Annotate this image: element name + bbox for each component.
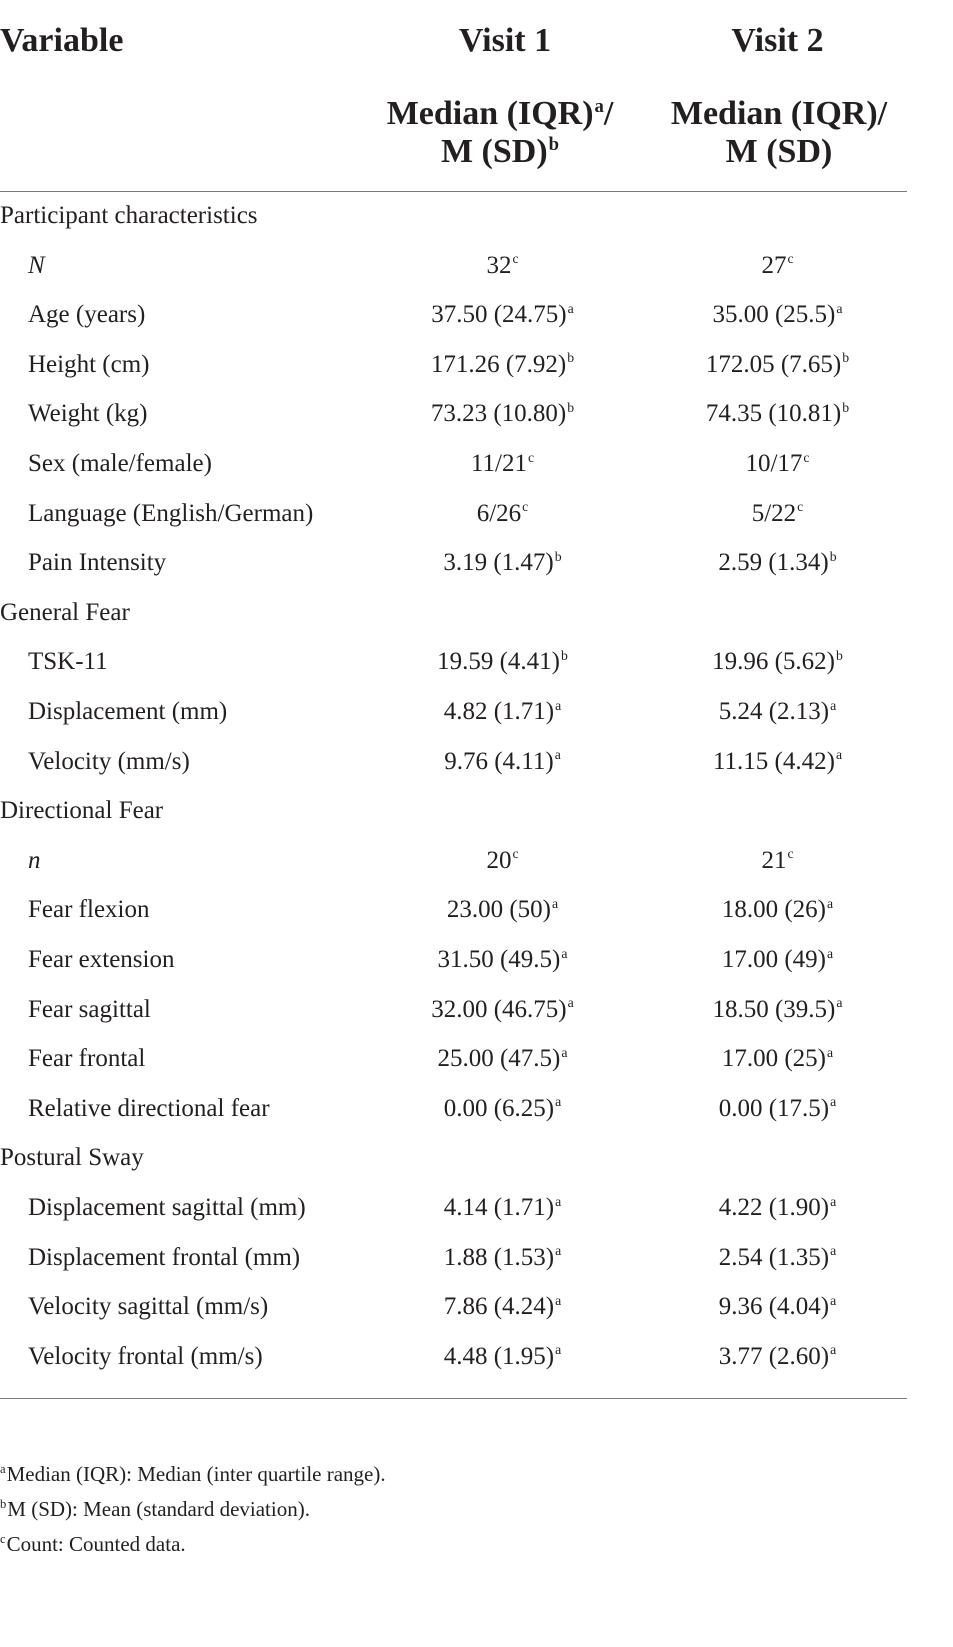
footer-rule: [0, 1398, 907, 1399]
section-row: [0, 588, 907, 638]
cell-value: 31.50 (49.5): [437, 946, 561, 973]
footnote-marker: c: [803, 449, 810, 465]
section-label: Postural Sway: [0, 1144, 144, 1172]
cell-value: 18.00 (26): [721, 896, 827, 924]
visit-1-value: [380, 1183, 625, 1233]
cell-value: 35.00 (25.5): [712, 301, 836, 329]
footnote-marker: b: [561, 648, 568, 664]
footnote-marker: b: [829, 548, 837, 564]
row-label: Displacement frontal (mm): [28, 1243, 301, 1271]
cell-value: 32: [486, 251, 512, 279]
visit-2-value: [660, 885, 895, 935]
table-row: [0, 1233, 907, 1283]
row-label: Fear frontal: [28, 1045, 146, 1073]
cell-value: 32.00 (46.75): [431, 995, 567, 1023]
cell-value: 9.36 (4.04): [718, 1293, 830, 1321]
footnote-marker: a: [835, 747, 843, 763]
visit-1-value: [380, 885, 625, 935]
visit-2-value: [660, 687, 895, 737]
cell-value: 20: [486, 846, 512, 874]
table-row: [0, 489, 907, 539]
visit-2-value: [660, 538, 895, 588]
row-label: Displacement (mm): [28, 698, 228, 725]
cell-value: 27: [761, 251, 787, 279]
cell-value: 2.59 (1.34): [718, 549, 829, 577]
row-label: Pain Intensity: [28, 549, 167, 577]
cell-value: 2.54 (1.35): [718, 1243, 830, 1271]
visit-1-value: [380, 1282, 625, 1332]
footnote: [0, 1456, 386, 1492]
footnote-marker: b: [842, 400, 850, 416]
cell-value: 74.35 (10.81): [705, 400, 842, 428]
cell-value: 7.86 (4.24): [443, 1293, 555, 1321]
visit-1-value: [380, 985, 625, 1035]
footnote-marker: a: [830, 1342, 837, 1358]
visit-1-value: [380, 1034, 625, 1084]
footnote-marker: a: [555, 697, 562, 713]
footnote-marker: b: [842, 350, 850, 366]
visit-2-value: [660, 836, 895, 886]
footnote-text: M (SD): Mean (standard deviation).: [7, 1497, 310, 1521]
cell-value: 19.96 (5.62): [712, 648, 836, 676]
section-row: [0, 1133, 907, 1183]
column-header-variable: Variable: [0, 22, 124, 59]
section-label: General Fear: [0, 598, 130, 626]
cell-value: 25.00 (47.5): [437, 1045, 561, 1073]
cell-value: 4.22 (1.90): [718, 1194, 830, 1221]
row-label: Fear extension: [28, 946, 175, 973]
visit-2-value: [660, 935, 895, 985]
footnote-marker: c: [512, 251, 519, 267]
cell-value: 17.00 (25): [721, 1045, 827, 1073]
visit-1-value: [380, 1332, 625, 1382]
table-row: [0, 1332, 907, 1382]
table-row: [0, 985, 907, 1035]
footnote: [0, 1526, 186, 1562]
footnote-marker: a: [0, 1462, 6, 1476]
footnote-text: Count: Counted data.: [6, 1532, 186, 1556]
row-label: Velocity (mm/s): [28, 747, 190, 775]
cell-value: 18.50 (39.5): [712, 995, 836, 1023]
column-header-visit-1: Visit 1: [458, 22, 552, 59]
footnote-marker: b: [567, 400, 575, 416]
table-row: [0, 637, 907, 687]
row-label: Fear flexion: [28, 896, 150, 924]
section-row: [0, 786, 907, 836]
cell-value: 171.26 (7.92): [430, 350, 567, 378]
footnote-marker: a: [555, 1094, 562, 1110]
section-label: Participant characteristics: [0, 202, 258, 229]
footnote-marker: a: [594, 95, 604, 117]
visit-1-value: [380, 1084, 625, 1134]
visit-1-value: [380, 389, 625, 439]
cell-value: 19.59 (4.41): [437, 648, 561, 676]
row-label: TSK-11: [28, 648, 108, 676]
footnote-marker: a: [827, 945, 834, 961]
footnote-marker: a: [555, 1292, 562, 1308]
row-label: Height (cm): [28, 350, 150, 378]
cell-value: 1.88 (1.53): [443, 1243, 555, 1271]
table-row: [0, 836, 907, 886]
visit-2-value: [660, 1084, 895, 1134]
footnote-marker: a: [827, 896, 834, 912]
cell-value: 4.82 (1.71): [443, 698, 555, 725]
visit-2-value: [660, 737, 895, 787]
visit-2-value: [660, 489, 895, 539]
visit-1-value: [380, 935, 625, 985]
visit-1-value: [380, 737, 625, 787]
cell-value: 172.05 (7.65): [705, 350, 842, 378]
footnote-marker: a: [830, 1243, 837, 1259]
visit-2-value: [660, 241, 895, 291]
table-row: [0, 439, 907, 489]
visit-1-value: [380, 241, 625, 291]
cell-value: 5.24 (2.13): [718, 698, 830, 725]
footnote-marker: b: [567, 350, 575, 366]
cell-value: 0.00 (17.5): [718, 1094, 830, 1122]
row-label: Relative directional fear: [28, 1094, 270, 1122]
visit-1-subheader-slash: /: [603, 95, 614, 132]
footnote-marker: a: [555, 1193, 562, 1209]
footnote-marker: a: [836, 300, 843, 316]
footnote-marker: b: [0, 1497, 7, 1511]
table-row: [0, 290, 907, 340]
row-label: Fear sagittal: [28, 995, 151, 1023]
visit-2-value: [660, 290, 895, 340]
row-label: Age (years): [28, 301, 146, 329]
footnote-marker: a: [555, 1243, 562, 1259]
cell-value: 9.76 (4.11): [444, 747, 554, 775]
footnote-marker: c: [797, 499, 804, 515]
cell-value: 6/26: [476, 499, 522, 527]
row-label: Displacement sagittal (mm): [28, 1194, 306, 1221]
footnote-marker: c: [522, 499, 529, 515]
footnote-marker: a: [555, 1342, 562, 1358]
visit-2-value: [660, 340, 895, 390]
table-row: [0, 1084, 907, 1134]
footnote-marker: a: [827, 1044, 834, 1060]
visit-2-value: [660, 1034, 895, 1084]
table-row: [0, 737, 907, 787]
visit-2-value: [660, 985, 895, 1035]
visit-2-subheader: [663, 95, 895, 171]
footnote-marker: a: [836, 995, 843, 1011]
table-row: [0, 241, 907, 291]
visit-1-value: [380, 1233, 625, 1283]
footnote-marker: c: [787, 251, 794, 267]
row-label: n: [28, 846, 41, 874]
cell-value: 21: [761, 846, 787, 874]
table-row: [0, 1034, 907, 1084]
footnote-marker: a: [561, 945, 568, 961]
footnote-marker: b: [554, 548, 562, 564]
table-row: [0, 687, 907, 737]
footnote-marker: b: [836, 648, 843, 664]
visit-2-value: [660, 1233, 895, 1283]
visit-1-value: [380, 836, 625, 886]
cell-value: 3.19 (1.47): [443, 549, 554, 577]
footnote-marker: a: [567, 995, 574, 1011]
row-label: Velocity frontal (mm/s): [28, 1342, 263, 1370]
cell-value: 17.00 (49): [721, 946, 827, 973]
footnote-marker: a: [830, 1094, 837, 1110]
visit-1-subheader-mean: M (SD): [440, 133, 548, 170]
footnote-marker: a: [830, 1193, 837, 1209]
visit-1-value: [380, 340, 625, 390]
footnote-marker: a: [567, 300, 574, 316]
visit-2-value: [660, 1282, 895, 1332]
cell-value: 37.50 (24.75): [431, 301, 567, 329]
cell-value: 5/22: [751, 499, 797, 527]
footnote-marker: a: [554, 747, 561, 763]
visit-1-subheader: [370, 95, 630, 171]
visit-1-value: [380, 489, 625, 539]
visit-1-value: [380, 439, 625, 489]
footnote-marker: b: [548, 133, 560, 155]
cell-value: 4.14 (1.71): [443, 1194, 555, 1221]
table-row: [0, 935, 907, 985]
cell-value: 4.48 (1.95): [443, 1342, 555, 1370]
section-row: [0, 191, 907, 241]
footnote-marker: a: [830, 697, 837, 713]
cell-value: 11.15 (4.42): [712, 747, 835, 775]
row-label: Velocity sagittal (mm/s): [28, 1293, 269, 1321]
table-row: [0, 885, 907, 935]
table-row: [0, 1183, 907, 1233]
visit-2-value: [660, 389, 895, 439]
cell-value: 73.23 (10.80): [430, 400, 567, 428]
footnote-marker: c: [0, 1532, 6, 1546]
table-row: [0, 1282, 907, 1332]
footnote-marker: c: [512, 846, 519, 862]
row-label: N: [28, 251, 45, 279]
cell-value: 11/21: [470, 450, 527, 477]
visit-1-value: [380, 637, 625, 687]
visit-2-value: [660, 1332, 895, 1382]
visit-1-value: [380, 687, 625, 737]
footnote-marker: c: [527, 449, 535, 465]
visit-1-subheader-median: Median (IQR): [386, 95, 594, 132]
cell-value: 0.00 (6.25): [443, 1094, 555, 1122]
footnote-marker: a: [561, 1044, 568, 1060]
column-header-visit-2: Visit 2: [731, 22, 824, 59]
row-label: Weight (kg): [28, 400, 148, 428]
table-row: [0, 538, 907, 588]
cell-value: 3.77 (2.60): [718, 1342, 830, 1370]
footnote-text: Median (IQR): Median (inter quartile range).: [6, 1462, 386, 1486]
visit-2-subheader-median: Median (IQR)/: [670, 95, 888, 132]
footnote: [0, 1491, 310, 1527]
visit-2-value: [660, 637, 895, 687]
visit-2-value: [660, 1183, 895, 1233]
footnote-marker: a: [552, 896, 559, 912]
visit-1-value: [380, 538, 625, 588]
table-row: [0, 389, 907, 439]
row-label: Language (English/German): [28, 499, 314, 527]
table-row: [0, 340, 907, 390]
cell-value: 10/17: [745, 450, 803, 477]
footnote-marker: a: [830, 1292, 837, 1308]
footnote-marker: c: [787, 846, 794, 862]
visit-2-subheader-mean: M (SD): [725, 133, 833, 170]
section-label: Directional Fear: [0, 797, 164, 825]
visit-1-value: [380, 290, 625, 340]
cell-value: 23.00 (50): [446, 896, 552, 924]
row-label: Sex (male/female): [28, 450, 212, 477]
visit-2-value: [660, 439, 895, 489]
